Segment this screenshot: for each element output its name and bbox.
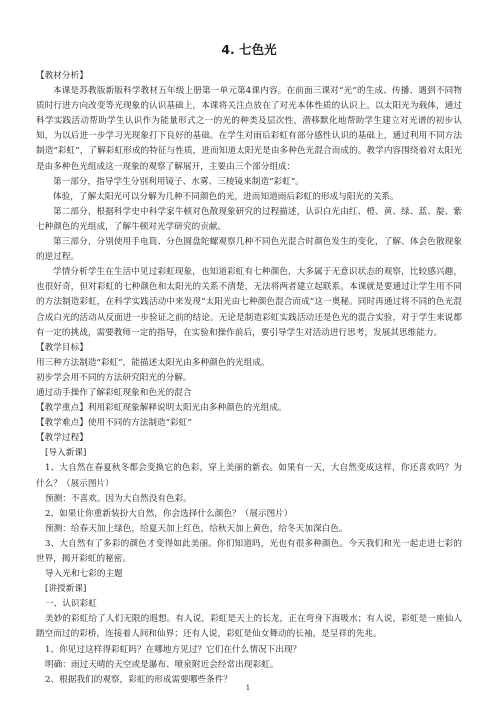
paragraph: 美妙的彩虹给了人们无限的遐想。有人说，彩虹是天上的长龙，正在弯身下海吸水；有人说，彩虹是一座仙人踏空而过的彩桥，连接着人间和仙界；还有人说，彩虹是仙女舞动的长袖，是呈祥的先兆。 [36,614,462,640]
paragraph: 2、根据我们的观察，彩虹的形成需要哪些条件？ [45,674,233,685]
paragraph: 导入光和七彩的主题 [45,569,123,580]
paragraph: 第一部分，指导学生分别利用镜子、水雾、三棱镜来制造“彩虹”。 [53,176,304,187]
paragraph: 【教材分析】 [36,71,88,81]
paragraph: 3、大自然有了多彩的颜色才变得如此美丽。你们知道吗，光也有很多种颜色。今天我们和光一起走进七彩的世界，揭开彩虹的秘密。 [36,538,462,564]
paragraph: 【教学难点】使用不同的方法制造“彩虹” [36,418,192,429]
paragraph: 1、你见过这样得彩虹吗？在哪地方见过？它们在什么情况下出现？ [45,644,302,655]
paragraph: [导入新课] [45,448,87,459]
paragraph: 第二部分，根据科学史中科学家牛顿对色散现象研究的过程描述，认识白光由红、橙、黄、绿、蓝、靛、紫七种颜色的光组成，了解牛顿对光学研究的贡献。 [36,206,462,232]
paragraph: 一、认识彩虹 [45,599,97,610]
paragraph: 明确：雨过天晴的天空或是瀑布、喷泉附近会经常出现彩虹。 [45,659,279,670]
paragraph: 【教学重点】利用彩虹现象解释说明太阳光由多种颜色的光组成。 [36,403,287,414]
paragraph: 用三种方法制造“彩虹”，能描述太阳光由多种颜色的光组成。 [36,357,270,368]
paragraph: 2、如果让你重新装扮大自然，你会选择什么颜色？（展示图片） [45,508,293,519]
paragraph: 学情分析学生在生活中见过彩虹现象，也知道彩虹有七种颜色，大多属于无意识状态的观察，比较感兴趣，也很好奇，但对彩虹的七种颜色和太阳光的关系不清楚，无法将两者建立起联系。本课就是要通过让学生用不同的方法制造彩虹，在科学实践活动中来发现“太阳光由七种颜色混合而成”这一奥秘。同时再通过将不同的色光混合成白光的活动从反面进一步验证之前的结论。无论是制造彩虹实践活动还是色光的混合实验，对于学生来说都有一定的挑战，需要教师一定的指导，在实验和操作前后，要引导学生对活动进行思考，发展其思维能力。 [36,267,462,338]
paragraph: 【教学目标】 [36,342,88,353]
paragraph: 预测：不喜欢。因为大自然没有色彩。 [45,493,192,504]
document-body [36,69,462,688]
paragraph: 预测：给春天加上绿色，给夏天加上红色，给秋天加上黄色，给冬天加深白色。 [45,523,348,534]
document-title: 4. 七色光 [221,42,277,57]
document-page [36,42,462,688]
paragraph: 第三部分，分别使用手电筒、分色圆盘陀螺观察几种不同色光混合时颜色发生的变化，了解、体会色散现象的逆过程。 [36,237,462,263]
paragraph: [讲授新课] [45,584,87,595]
paragraph: 1、大自然在春夏秋冬都会变换它的色彩，穿上美丽的新衣。如果有一天，大自然变成这样，你还喜欢吗？为什么？（展示图片） [36,463,462,489]
paragraph: 本课是苏教版新版科学教材五年级上册第一单元第4课内容。在前面三课对“光”的生成、传播、遇到不同物质时行进方向改变等光现象的认识基础上，本课将关注点放在了对光本体性质的认识上。以太阳光为载体，通过科学实践活动帮助学生认识作为能量形式之一的光的种类及层次性，潜移默化地帮助学生建立对光谱的初步认知，为以后进一步学习光现象打下良好的基础。在学生对雨后彩虹有部分感性认识的基础上，通过利用不同方法制造“彩虹”，了解彩虹形成的特征与性质，进而知道太阳光是由多种色光混合而成的。教学内容围绕着对太阳光是由多种色光组成这一现象的观察了解展开，主要由三个部分组成： [36,86,462,172]
paragraph: 通过动手操作了解彩虹现象和色光的混合 [36,387,192,398]
paragraph: 体验，了解太阳光可以分解为几种不同颜色的光，进而知道雨后彩虹的形成与阳光的关系。 [53,191,399,202]
paragraph: 【教学过程】 [36,433,88,444]
paragraph: 初步学会用不同的方法研究阳光的分解。 [36,372,192,383]
page-number: 1 [245,684,251,692]
